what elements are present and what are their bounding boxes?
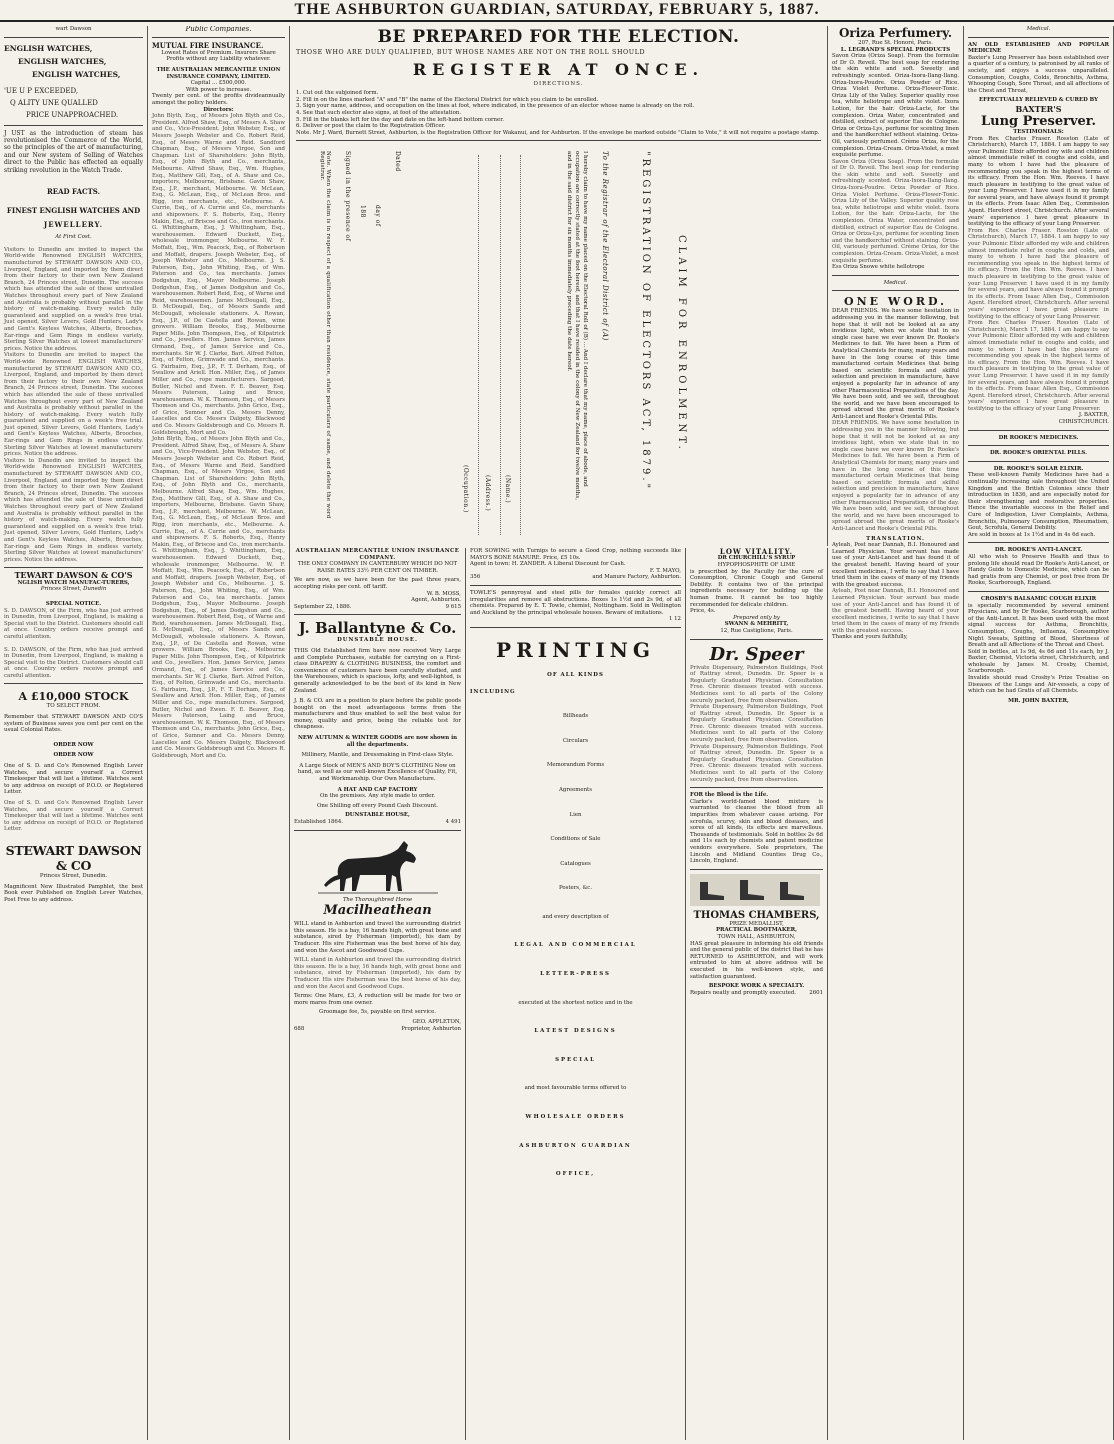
election-sub: THOSE WHO ARE DULY QUALIFIED, BUT WHOSE NAMES ARE NOT ON THE ROLL SHOULD [296, 49, 646, 56]
election-notice [290, 26, 828, 546]
bespoke: BESPOKE WORK A SPECIALTY. [708, 983, 805, 990]
chambers-sub: PRIZE MEDALLIST, [729, 920, 784, 927]
bootmaker: PRACTICAL BOOTMAKER, [715, 927, 798, 934]
register-at-once: REGISTER AT ONCE. [412, 59, 705, 79]
sowing-num: 356 [470, 574, 481, 581]
step-5: 5. Fill in the blanks left for the day and date on the left-hand bottom corner. [296, 116, 504, 123]
form-day: day of [374, 205, 381, 227]
shareholders-list-cont: John Blyth, Esq., of Messrs John Blyth and Co., President. Alfred Shaw, Esq., of Messrs A. Shaw and Co., Vice-President. John Webster, Esq., of Messrs Joseph Webster and Co. Robert Reid, Esq., of Messrs Warne and Reid. Sandford Chapman, Esq., of Messrs Virgoe, Son and Chapman. List of Shareholders: John Blyth, Esq., of John Blyth and Co., merchants, Melbourne. Alfred Shaw, Esq., Wm. Hughes, Esq., Matthew Gill, Esq., of A. Shaw and Co., importers, Melbourne, Brisbane. Gavin Shaw, Esq., J.P., merchant, Melbourne. W. McLean, Esq., G. McLean, Esq., of McLean Bros. and Rigg, iron merchants, etc., Melbourne. A. Currie, Esq., of A. Currie and Co., merchants and shipowners. F. S. Roberts, Esq., Henry Makin, Esq., of Briscoe and Co., iron merchants. G. Whittingham, Esq., J. Whittingham, Esq., warehousemen. Edward Duckett, Esq., wholesale ironmonger, Melbourne. W. F. Moffatt, Esq., Wm. Peacock, Esq., of Robertson and Moffatt, drapers. Joseph Webster, Esq., of Joseph Webster and Co., Melbourne. J. S. Paterson, Esq., John Whiting, Esq., of Wm. Paterson and Co., tea merchants. James Dodgshun, Esq., Mayor Melbourne. Joseph Dodgshun, Esq., of James Dodgshun and Co., warehousemen. Robert Reid, Esq., of Warne and Reid, warehousemen. James McDougall, Esq., D. McDougall, Esq., of Messrs Sands and McDougall, wholesale stationers. A. Rowan, Esq., J.P., of De Castella and Rowan, wine growers. William Brooks, Esq., Melbourne Paper Mills. John Thompson, Esq., of Kilpatrick and Co., jewellers. Hon. James Service, James Ormand, Esq., of James Service and Co., merchants. Sir W. J. Clarke, Bart. Alfred Felton, Esq., of Felton, Grimwade and Co., merchants. G. Fairbairn, Esq., J.P., F. T. Derham, Esq., of Swallow and Ariell. Hon. Miller, Esq., of James Miller and Co., rope manufacturers. Sargood, Butler, Nichol and Ewen. F. E. Beaver, Esq. Messrs Paterson, Laing and Bruce, warehousemen. W. K. Thomson, Esq., of Messrs Thomson and Co., merchants. John Grice, Esq., of Grice, Sumner and Co. Messrs Denny, Lascelles and Co. Messrs Dalgety, Blackwood and Co. Messrs Goldsbrough and Co. Messrs R. Goldsbrough, Mort and Co. [152, 436, 285, 759]
speer-body: Private Dispensary, Palmerston Buildings, Foot of Rattray street, Dunedin. Dr. Speer is a Regularly Graduated Physician. Consultation Free. Chronic diseases treated with success. Medicines sent to all parts of the Colony securely packed, free from observation. [690, 664, 823, 704]
capital: Capital ... £500,000. [190, 80, 247, 87]
favourable: and most favourable terms offered to [524, 1085, 627, 1092]
stock-body: Remember that STEWART DAWSON AND CO'S system of Business saves you cent per cent on the usual Colonial Rates. [4, 714, 143, 734]
translation-body-cont: Ayleah, Post near Dannah, B.I. Honoured and Learned Physician. Your servant has made use of your Anti-Lancet and has found it of the greatest benefit. Having heard of your excellent medicines, I write to say that I have tried them in the cases of many of my friends with the greatest success. [832, 588, 959, 634]
step-6: 6. Deliver or post the claim to the Registration Officer. [296, 123, 446, 130]
repairs-num: 2601 [809, 989, 823, 996]
sowing-sign: F. T. MAYO, [649, 567, 681, 574]
special-body: S. D. DAWSON, of the Firm, who has just arrived in Dunedin, from Liverpool, England, is making a Special visit to the District. Customers should call at once. Country orders receive prompt and careful attention. [4, 607, 143, 640]
footer-firm: STEWART DAWSON & CO [5, 842, 142, 873]
amu-sign-sub: Agent, Ashburton. [411, 597, 461, 604]
form-year: 188 [359, 205, 366, 219]
ad-line-2: ENGLISH WATCHES, [18, 56, 107, 66]
form-line-1 [520, 155, 521, 535]
one-word: ONE WORD. [844, 295, 947, 309]
cured: EFFECTUALLY RELIEVED & CURED BY [979, 97, 1098, 104]
baxter-sign: J. BAXTER, [1078, 412, 1109, 419]
executed: executed at the shortest notice and in the [518, 999, 633, 1006]
stock-title: A £10,000 STOCK [18, 690, 129, 704]
test-body-cont: From Rev. Charles Fraser. Rosston (Late of Christchurch), March 17, 1884. I am happy to say your Pulmonic Elixir afforded my wife and children almost immediate relief in coughs and colds, and many to whom I have had the pleasure of recommending you speak in the highest terms of its efficacy. From the Hon. Wm. Reeves. I have much pleasure in testifying to the great value of your Lung Preserver. I have used it in my family for several years, and have always found it prompt in its effects. From Isaac Allen Esq., Commission Agent. Hereford street, Christchurch. After several years' experience I have great pleasure in testifying to the efficacy of your Lung Preserver. [968, 227, 1109, 320]
price-line: PRICE UNAPPROACHED. [26, 110, 119, 119]
ballantyne-body-2: J. B. & CO. are in a position to place before the public goods bought on the most advantageous terms from the manufacturers and thus enabled to sell the best value for money, quality and price, being the reliable test for cheapness. [294, 698, 461, 731]
est-house: DUNSTABLE HOUSE, [345, 812, 410, 819]
est-year: Established 1864. [294, 819, 344, 825]
amu-title: AUSTRALIAN MERCANTILE UNION INSURANCE COMPANY. [295, 548, 460, 561]
oriza-body: Savon Oriza (Oriza Soap). From the formulæ of Dr O. Reveil. The best soap for rendering the skin white and soft. Sweetly and refreshingly scented. Oriza-Ixora-Ilang-Ilang. Oriza-Ixora-Poudre. Oriza Powder of Rice. Oriza Violet Perfume. Oriza-Flower-Tonic. Oriza Lily of the Valley. Superior quality rose tea, white heliotrope and white violet. Ixora Lotion, for the hair. Oriza-Lacte, for the complexion. Oriza Water, concentrated and distilled, extract of superior Eau de Cologne. Oriza or Oriza-Lys, perfume for scenting linen and the handkerchief without staining. Oriza-Oil, variously perfumed. Crème Oriza, for the complexion. Oriza-Cream. Oriza-Violet, a most exquisite perfume. [832, 53, 959, 159]
election-headline: BE PREPARED FOR THE ELECTION. [377, 27, 740, 47]
top-name: wart Dawson [55, 26, 92, 32]
horse-body-cont: WILL stand in Ashburton and travel the surrounding district this season. He is a bay, 16 hands high, with great bone and substance, sired by Fisherman (imported), his dam by Traducer. His sire Fisherman was the best horse of his day, and won the Ascot and Goodwood Cups. [294, 957, 461, 990]
directors: Directors: [203, 106, 234, 113]
company-title: THE AUSTRALIAN MERCANTILE UNION INSURANCE COMPANY, LIMITED. [156, 67, 281, 80]
enrolment-form [296, 145, 821, 545]
prepared-by: Prepared only by [733, 614, 780, 621]
hat-factory: A HAT AND CAP FACTORY [337, 786, 418, 793]
hat-sub: On the premises. Any style made to order. [319, 793, 436, 800]
solar-body: These well-known Family Medicines have had a continually increasing sale throughout the United Kingdom and the British Colonies since their introduction in 1836, and are especially noted for their strengthening and restorative properties. Hence the invariable success in the Relief and Cure of Indigestion, Liver Complaints, Asthma, Bronchitis, Pulmonary Consumption, Rheumatism, Gout, Scrofula, General Debility. [968, 472, 1109, 532]
amu-sign: W. B. MOSS, [426, 590, 461, 597]
intro-text: J UST as the introduction of steam has revolutionised the Commerce of the World, so the principles of the art of manufacturing, and our New system of Selling of Watches direct to the Public has effected an equally striking revolution in the Watch Trade. [4, 129, 143, 174]
proprietor-num: 688 [294, 1025, 305, 1032]
special: SPECIAL [555, 1056, 596, 1063]
oriza-end: Ess Oriza Snowe white hellotrope [832, 264, 925, 271]
form-title: "REGISTRATION OF ELECTORS ACT, 1879." [640, 151, 651, 492]
est-num: 4 491 [445, 819, 461, 825]
horse-illustration [294, 835, 461, 897]
swann: SWANN & MEHRITT, [724, 621, 789, 628]
new-goods: NEW AUTUMN & WINTER GOODS are now shown in all the departments. [297, 735, 458, 748]
item-billheads: Billheads [562, 713, 589, 720]
thanks: Thanks and yours faithfully, [832, 634, 908, 641]
order-now-2: ORDER NOW [53, 752, 94, 759]
blood-body: Clarke's world-famed blood mixture is warranted to cleanse the blood from all impurities from whatever cause arising. For scrofula, scurvy, skin and blood diseases, and sores of all kinds, its effects are marvellous. Thousands of testimonials. Sold in bottles 2s 6d and 11s each by chemists and patent medicine vendors everywhere. Sole proprietors, The Lincoln and Midland Counties Drug Co., Lincoln, England. [690, 798, 823, 865]
of-all-kinds: OF ALL KINDS [547, 671, 604, 678]
column-baxter [964, 26, 1114, 1440]
body-text: Visitors to Dunedin are invited to inspect the World-wide Renowned ENGLISH WATCHES, manufactured by STEWART DAWSON AND CO., Liverpool, England, and imported by them direct from their factory to their own New Zealand Branch, 24 Princes street, Dunedin. The success which has attended the sale of these unrivalled Watches throughout every part of New Zealand and Australia is probably without parallel in the history of watch-making. Every watch fully guaranteed and supplied on a week's free trial. Just opened, Silver Levers, Gold Hunters, Lady's and Gent's Keyless Watches, Alberts, Brooches, Ear-rings and Gem Rings in endless variety. Sterling Silver Watches at lowest manufacturers' prices. Notice the address. [4, 246, 143, 352]
item-circulars: Circulars [562, 737, 589, 744]
body-text-cont: Visitors to Dunedin are invited to inspect the World-wide Renowned ENGLISH WATCHES, manufactured by STEWART DAWSON AND CO., Liverpool, England, and imported by them direct from their factory to their own New Zealand Branch, 24 Princes street, Dunedin. The success which has attended the sale of these unrivalled Watches throughout every part of New Zealand and Australia is probably without parallel in the history of watch-making. Every watch fully guaranteed and supplied on a week's free trial. Just opened, Silver Levers, Gold Hunters, Lady's and Gent's Keyless Watches, Alberts, Brooches, Ear-rings and Gem Rings in endless variety. Sterling Silver Watches at lowest manufacturers' prices. Notice the address. [4, 352, 143, 458]
letterpress: LETTER-PRESS [540, 971, 611, 978]
order-now-1: ORDER NOW [53, 741, 94, 748]
chambers: THOMAS CHAMBERS, [693, 909, 820, 921]
oriza-addr: 207, Rue St. Honoré, Paris. [858, 40, 933, 46]
mutual-title: MUTUAL FIRE INSURANCE. [152, 41, 264, 51]
mens-clothing: A Large Stock of MEN'S AND BOY'S CLOTHING Now on hand, as well as our well-known Excellence of Quality, Fit, and Workmanship. Our Own Manufacture. [297, 762, 458, 783]
vitality-body: is prescribed by the Faculty for the cure of Consumption, Chronic Cough and General Debility. It contains two of the principal ingredients necessary for building up the human frame. It cannot be too highly recommended for delicate children. [690, 568, 823, 608]
item-catalogues: Catalogues [560, 860, 591, 867]
item-conditions: Conditions of Sale [550, 836, 601, 843]
firm-sub: NGLISH WATCH MANUFAC-TURERS, [17, 579, 130, 586]
amu-sub: THE ONLY COMPANY IN CANTERBURY WHICH DO NOT RAISE RATES 33½ PER CENT ON TIMBER. [297, 561, 458, 574]
testimonials: TESTIMONIALS: [1013, 128, 1064, 135]
ad-line-1: ENGLISH WATCHES, [4, 43, 93, 53]
old-body: Baxter's Lung Preserver has been established over a quarter of a century, is patronised by all ranks of society, and enjoys a success unparalleled. Consumption, Coughs, Colds, Bronchitis, Asthma, Whooping Cough, Sore Throat, and all affections of the Chest and Throat, [968, 54, 1109, 94]
vitality-sub: DR CHURCHILL'S SYRUP [717, 555, 796, 562]
amu-num: 9 615 [445, 603, 461, 610]
form-name: (Name.) [504, 475, 511, 504]
repairs: Repairs neatly and promptly executed. [690, 989, 796, 996]
anti-body: All who wish to Preserve Health and thus to prolong life should read Dr Rooke's Anti-Lancet, or Handy Guide to Domestic Medicine, which can be had gratis from any Chemist, or post free from Dr Rooke, Scarborough, England. [968, 553, 1109, 587]
oriza-title: Oriza Perfumery. [838, 26, 953, 40]
grazing: Groomage fee, 5s, payable on first service. [319, 1009, 436, 1016]
rooke-oriental: DR. ROOKE'S ORIENTAL PILLS. [989, 450, 1088, 457]
amu-date: September 22, 1886. [294, 603, 352, 610]
order-body: One of S. D. and Co's Renowned English Lever Watches, and secure yourself a Correct Timekeeper that will last a lifetime. Watches sent to any address on receipt of P.O.O. or Registered Letter. [4, 763, 143, 796]
horse-terms: Terms: One Mare, £3, A reduction will be made for two or more mares from one owner. [294, 993, 461, 1006]
translation-body: Ayleah, Post near Dannah, B.I. Honoured and Learned Physician. Your servant has made use of your Anti-Lancet and has found it of the greatest benefit. Having heard of your excellent medicines, I write to say that I have tried them in the cases of many of my friends with the greatest success. [832, 542, 959, 588]
legal-commercial: LEGAL AND COMMERCIAL [514, 942, 637, 949]
including: INCLUDING [470, 688, 516, 695]
power: With power to increase. [185, 86, 252, 93]
oriza-sub: L. LEGRAND'S SPECIAL PRODUCTS [840, 46, 951, 53]
horse-name: Macilheathean [323, 903, 432, 919]
step-note: Note. Mr J. Ward, Burnett Street, Ashburton, is the Registration Officer for Wakanui, and for Ashburton. If the envelope be marked outside "Claim to Vote," it will not require a postage stamp. [296, 129, 820, 136]
form-occupation: (Occupation.) [462, 465, 469, 514]
discount: One Shilling off every Pound Cash Discount. [317, 802, 438, 809]
footer-street: Princes Street, Dunedin. [39, 872, 108, 879]
latest-designs: LATEST DESIGNS [534, 1028, 617, 1035]
townhall: TOWN HALL, ASHBURTON, [717, 933, 796, 940]
horse-icon [318, 835, 438, 897]
special-notice: SPECIAL NOTICE. [45, 600, 102, 607]
item-agreements: Agreements [558, 786, 592, 793]
crosby-price: Sold in bottles, at 1s 9d, 4s 6d and 11s each, by J. Baxter, Chemist, Victoria street, Christchurch, and wholesale by James M. Crosby, Chemist, Scarborough. [968, 648, 1109, 675]
read-facts: READ FACTS. [46, 187, 101, 197]
old-title: AN OLD ESTABLISHED AND POPULAR MEDICINE [968, 41, 1109, 55]
towle-ad: TOWLE'S pennyroyal and steel pills for females quickly correct all irregularities and remove all obstructions. Boxes 1s 1½d and 2s 9d, of all chemists. Prepared by E. T. Towle, chemist, Nottingham. Sold in Wellington and Auckland by the principal wholesale houses. Beware of imitations. [470, 589, 681, 616]
horse-body: WILL stand in Ashburton and travel the surrounding district this season. He is a bay, 16 hands high, with great bone and substance, sired by Fisherman (imported), his dam by Traducer. His sire Fisherman was the best horse of his day, and won the Ascot and Goodwood Cups. [294, 921, 461, 954]
millinery: Millinery, Mantle, and Dressmaking in First-class Style. [301, 752, 454, 759]
medical-label-2: Medical. [1026, 26, 1051, 32]
finest-heading: FINEST ENGLISH WATCHES AND [6, 206, 141, 216]
speer-title: Dr. Speer [709, 643, 804, 665]
test-body-cont-2: From Rev. Charles Fraser. Rosston (Late of Christchurch), March 17, 1884. I am happy to say your Pulmonic Elixir afforded my wife and children almost immediate relief in coughs and colds, and many to whom I have had the pleasure of recommending you speak in the highest terms of its efficacy. From the Hon. Wm. Reeves. I have much pleasure in testifying to the great value of your Lung Preserver. I have used it in my family for several years, and have always found it prompt in its effects. From Isaac Allen Esq., Commission Agent. Hereford street, Christchurch. After several years' experience I have great pleasure in testifying to the efficacy of your Lung Preserver. [968, 320, 1109, 412]
item-lien: Lien [569, 811, 582, 818]
hypophosphite: HYPOPHOSPHITE OF LIME [717, 562, 796, 568]
towle-num: 1 12 [668, 616, 681, 623]
column-printing [466, 548, 686, 1440]
oriza-body-cont: Savon Oriza (Oriza Soap). From the formulæ of Dr O. Reveil. The best soap for rendering the skin white and soft. Sweetly and refreshingly scented. Oriza-Ixora-Ilang-Ilang. Oriza-Ixora-Poudre. Oriza Powder of Rice. Oriza Violet Perfume. Oriza-Flower-Tonic. Oriza Lily of the Valley. Superior quality rose tea, white heliotrope and white violet. Ixora Lotion, for the hair. Oriza-Lacte, for the complexion. Oriza Water, concentrated and distilled, extract of superior Eau de Cologne. Oriza or Oriza-Lys, perfume for scenting linen and the handkerchief without staining. Oriza-Oil, variously perfumed. Crème Oriza, for the complexion. Oriza-Cream. Oriza-Violet, a most exquisite perfume. [832, 158, 959, 264]
form-dated: Dated [394, 151, 401, 173]
step-1: 1. Cut out the subjoined form. [296, 90, 379, 97]
order-body-cont: One of S. D. and Co's Renowned English Lever Watches, and secure yourself a Correct Timekeeper that will last a lifetime. Watches sent to any address on receipt of P.O.O. or Registered Letter. [4, 800, 143, 833]
shareholders-list: John Blyth, Esq., of Messrs John Blyth and Co., President. Alfred Shaw, Esq., of Messrs A. Shaw and Co., Vice-President. John Webster, Esq., of Messrs Joseph Webster and Co. Robert Reid, Esq., of Messrs Warne and Reid. Sandford Chapman, Esq., of Messrs Virgoe, Son and Chapman. List of Shareholders: John Blyth, Esq., of John Blyth and Co., merchants, Melbourne. Alfred Shaw, Esq., Wm. Hughes, Esq., Matthew Gill, Esq., of A. Shaw and Co., importers, Melbourne, Brisbane. Gavin Shaw, Esq., J.P., merchant, Melbourne. W. McLean, Esq., G. McLean, Esq., of McLean Bros. and Rigg, iron merchants, etc., Melbourne. A. Currie, Esq., of A. Currie and Co., merchants and shipowners. F. S. Roberts, Esq., Henry Makin, Esq., of Briscoe and Co., iron merchants. G. Whittingham, Esq., J. Whittingham, Esq., warehousemen. Edward Duckett, Esq., wholesale ironmonger, Melbourne. W. F. Moffatt, Esq., Wm. Peacock, Esq., of Robertson and Moffatt, drapers. Joseph Webster, Esq., of Joseph Webster and Co., Melbourne. J. S. Paterson, Esq., John Whiting, Esq., of Wm. Paterson and Co., tea merchants. James Dodgshun, Esq., Mayor Melbourne. Joseph Dodgshun, Esq., of James Dodgshun and Co., warehousemen. Robert Reid, Esq., of Warne and Reid, warehousemen. James McDougall, Esq., D. McDougall, Esq., of Messrs Sands and McDougall, wholesale stationers. A. Rowan, Esq., J.P., of De Castella and Rowan, wine growers. William Brooks, Esq., Melbourne Paper Mills. John Thompson, Esq., of Kilpatrick and Co., jewellers. Hon. James Service, James Ormand, Esq., of James Service and Co., merchants. Sir W. J. Clarke, Bart. Alfred Felton, Esq., of Felton, Grimwade and Co., merchants. G. Fairbairn, Esq., J.P., F. T. Derham, Esq., of Swallow and Ariell. Hon. Miller, Esq., of James Miller and Co., rope manufacturers. Sargood, Butler, Nichol and Ewen. F. E. Beaver, Esq. Messrs Paterson, Laing and Bruce, warehousemen. W. K. Thomson, Esq., of Messrs Thomson and Co., merchants. John Grice, Esq., of Grice, Sumner and Co. Messrs Denny, Lascelles and Co. Messrs Dalgety, Blackwood and Co. Messrs Goldsbrough and Co. Messrs R. Goldsbrough, Mort and Co. [152, 113, 285, 436]
speer-body-cont-2: Private Dispensary, Palmerston Buildings, Foot of Rattray street, Dunedin. Dr. Speer is a Regularly Graduated Physician. Consultation Free. Chronic diseases treated with success. Medicines sent to all parts of the Colony securely packed, free from observation. [690, 743, 823, 783]
twenty: Twenty per cent. of the profits divideannually amongst the policy holders. [152, 93, 285, 106]
wholesale-orders: WHOLESALE ORDERS [525, 1114, 626, 1121]
invalids: Invalids should read Crosby's Prize Treatise on Diseases of the Lungs and Air-vessels, a copy of which can be had Gratis of all Chemists. [968, 675, 1109, 695]
form-to: To the Registrar of the Electoral District of (A) [601, 151, 609, 342]
firm-street: Princes Street, Dunedin [40, 586, 107, 593]
horse-title: The Thoroughbred Horse [342, 896, 413, 903]
column-insurance-ballantyne [290, 548, 466, 1440]
first-cost: At First Cost. [55, 234, 92, 241]
every-description: and every description of [542, 913, 609, 920]
form-signed: Signed in the presence of [344, 151, 351, 242]
step-2: 2. Fill in on the lines marked "A" and "B" the name of the Electoral District for which you claim to be enrolled. [296, 96, 599, 103]
firm-name: TEWART DAWSON & CO'S [14, 570, 133, 581]
stock-sub: TO SELECT FROM. [46, 703, 101, 710]
item-memorandum: Memorandum Forms [546, 762, 605, 769]
dunstable: DUNSTABLE HOUSE. [337, 637, 418, 644]
sowing-sign-sub: and Manure Factory, Ashburton. [592, 574, 681, 581]
form-note: Note. When the claim is in respect of a qualification other than residence, state particulars of same, and delete the word Registrar. [319, 151, 331, 519]
form-address: (Address.) [484, 475, 491, 512]
baxter-agent: MR. JOHN BAXTER, [1008, 697, 1069, 704]
solar-price: Are sold in boxes at 1s 1½d and in 4s 6d each. [968, 531, 1096, 538]
speer-body-cont: Private Dispensary, Palmerston Buildings, Foot of Rattray street, Dunedin. Dr. Speer is a Regularly Graduated Physician. Consultation Free. Chronic diseases treated with success. Medicines sent to all parts of the Colony securely packed, free from observation. [690, 704, 823, 744]
crosby-title: CROSBY'S BALSAMIC COUGH ELIXIR [980, 595, 1097, 602]
form-line-3 [478, 155, 479, 535]
lung-preserver: Lung Preserver. [980, 113, 1096, 129]
vitality-title: LOW VITALITY. [719, 548, 794, 556]
swann-addr: 12, Rue Castiglione, Paris. [720, 627, 793, 634]
form-body: I hereby claim to have my name placed on the Electoral Roll of (B) ... And I declare that my name, place of abode, and occupation are correctly stated at the foot hereof, and that I have resided in the colony of New Zealand for twelve months, and in the said district for six months immediately preceding the date hereof. [566, 151, 588, 501]
ballantyne-title: J. Ballantyne & Co. [298, 619, 457, 638]
test-body: From Rev. Charles Fraser. Rosston (Late of Christchurch), March 17, 1884. I am happy to say your Pulmonic Elixir afforded my wife and children almost immediate relief in coughs and colds, and many to whom I have had the pleasure of recommending you speak in the highest terms of its efficacy. From the Hon. Wm. Reeves. I have much pleasure in testifying to the great value of your Lung Preserver. I have used it in my family for several years, and have always found it prompt in its effects. From Isaac Allen Esq., Commission Agent. Hereford street, Christchurch. After several years' experience I have great pleasure in testifying to the efficacy of your Lung Preserver. [968, 135, 1109, 228]
jewellery-heading: JEWELLERY. [43, 219, 104, 229]
item-posters: Posters, &c. [558, 885, 593, 892]
ag-office: ASHBURTON GUARDIAN [519, 1142, 632, 1149]
quality-line-2: Q ALITY UNE QUALLED [10, 98, 98, 107]
column-public-companies [148, 26, 290, 1440]
form-claim: CLAIM FOR ENROLMENT. [676, 235, 687, 454]
proprietor-sub: Proprietor, Ashburton [401, 1025, 461, 1032]
directions: DIRECTIONS. [533, 80, 584, 87]
solar-elixir: DR. ROOKE'S SOLAR ELIXIR. [993, 465, 1084, 472]
one-word-body-cont: DEAR FRIENDS. We have some hesitation in addressing you in the manner following, but hope that it will not be looked at as any invidious light, when we state that in no single case have we ever known Dr. Rooke's Medicines to fail. We have been a Firm of Analytical Chemists for many, many years and have in the long course of this time manufactured certain Medicines that being based on scientific formula and skilful selection and precision in manufacture, have enjoyed a popularity far in advance of any other Pharmaceutical Preparations of the day. We have been sold, and we sell, throughout the world, and we have been encouraged to spread abroad the great merits of Rooke's Anti-Lancet and Rooke's Oriental Pills. [832, 420, 959, 532]
special-body-cont: S. D. DAWSON, of the Firm, who has just arrived in Dunedin, from Liverpool, England, is making a Special visit to the District. Customers should call at once. Country orders receive prompt and careful attention. [4, 646, 143, 679]
column-vitality [686, 548, 828, 1440]
baxter-place: CHRISTCHURCH. [1058, 419, 1109, 426]
vitality-price: Price, 4s. [690, 608, 716, 615]
translation: TRANSLATION. [866, 535, 925, 542]
footer-note: Magnificent New Illustrated Pamphlet, the best Book ever Published on English Lever Watches, Post Free to any address. [4, 883, 143, 903]
crosby-body: is specially recommended by several eminent Physicians, and by Dr Rooke, Scarborough, author of the Anti-Lancet. It has been used with the most signal success for Asthma, Bronchitis, Consumption, Coughs, Influenza, Consumptive Night Sweats, Spitting of Blood, Shortness of Breath and all Affections of the Throat and Chest. [968, 602, 1109, 649]
one-word-body: DEAR FRIENDS. We have some hesitation in addressing you in the manner following, but hope that it will not be looked at as any invidious light, when we state that in no single case have we ever known Dr. Rooke's Medicines to fail. We have been a Firm of Analytical Chemists for many, many years and have in the long course of this time manufactured certain Medicines that being based on scientific formula and skilful selection and precision in manufacture, have enjoyed a popularity far in advance of any other Pharmaceutical Preparations of the day. We have been sold, and we sell, throughout the world, and we have been encouraged to spread abroad the great merits of Rooke's Anti-Lancet and Rooke's Oriental Pills. [832, 308, 959, 420]
boot-illustration [690, 874, 823, 910]
section-title: Public Companies. [185, 26, 252, 33]
boot-icon [690, 874, 820, 906]
anti-lancet: DR. ROOKE'S ANTI-LANCET. [994, 547, 1083, 554]
ad-line-3: ENGLISH WATCHES, [32, 69, 121, 79]
masthead: THE ASHBURTON GUARDIAN, SATURDAY, FEBRUARY 5, 1887. [0, 0, 1114, 22]
baxter: BAXTER'S [1015, 103, 1062, 114]
form-line-2 [500, 155, 501, 535]
chambers-body: HAS great pleasure in informing his old friends and the general public of the district that he has RETURNED to ASHBURTON, and will work entrusted to him at above address will be executed in his well-known style, and satisfaction guaranteed. [690, 940, 823, 980]
proprietor: GEO. APPLETON, [412, 1018, 461, 1025]
column-oriza [828, 26, 964, 1440]
medical-label: Medical. [883, 279, 908, 286]
quality-line-1: 'UE U P EXCEEDED, [4, 86, 79, 95]
sowing-agent: Agent in town: H. ZANDER. A Liberal Discount for Cash. [470, 561, 626, 568]
blood-title: FOR the Blood is the Life. [690, 792, 769, 799]
amu-body: We are now, as we have been for the past three years, accepting risks per cent. off tariff. [294, 577, 461, 590]
step-4: 4. See that such elector also signs, at foot of the attestation. [296, 109, 462, 116]
body-text-cont-2: Visitors to Dunedin are invited to inspect the World-wide Renowned ENGLISH WATCHES, manufactured by STEWART DAWSON AND CO., Liverpool, England, and imported by them direct from their factory to their own New Zealand Branch, 24 Princes street, Dunedin. The success which has attended the sale of these unrivalled Watches throughout every part of New Zealand and Australia is probably without parallel in the history of watch-making. Every watch fully guaranteed and supplied on a week's free trial. Just opened, Silver Levers, Gold Hunters, Lady's and Gent's Keyless Watches, Alberts, Brooches, Ear-rings and Gem Rings in endless variety. Sterling Silver Watches at lowest manufacturers' prices. Notice the address. [4, 457, 143, 563]
step-3: 3. Sign your name, address, and occupation on the lines at foot, where indicated, in the presence of an elector whose name is already on the roll. [296, 103, 695, 110]
rooke-medicines: DR ROOKE'S MEDICINES. [998, 434, 1079, 441]
ballantyne-body: THIS Old Established firm have now received Very Large and Complete Purchases, suitable for carrying on a First-class DRAPERY & CLOTHING BUSINESS, the comfort and convenience of customers have been carefully studied, and the Warehouses, which is spacious, lofty, and well-lighted, is generally acknowledged to be the best of its kind in New Zealand. [294, 647, 461, 694]
printing-title: PRINTING [496, 637, 655, 662]
office: OFFICE, [555, 1171, 596, 1178]
column-stewart-dawson [0, 26, 148, 1440]
sowing-ad: FOR SOWING with Turnips to secure a Good Crop, nothing succeeds like MAYO'S BONE MANURE. Price, £5 10s. [470, 548, 681, 561]
mutual-lines: Lowest Rates of Premium. Insurers Share Profits without any Liability whatever. [161, 49, 276, 63]
